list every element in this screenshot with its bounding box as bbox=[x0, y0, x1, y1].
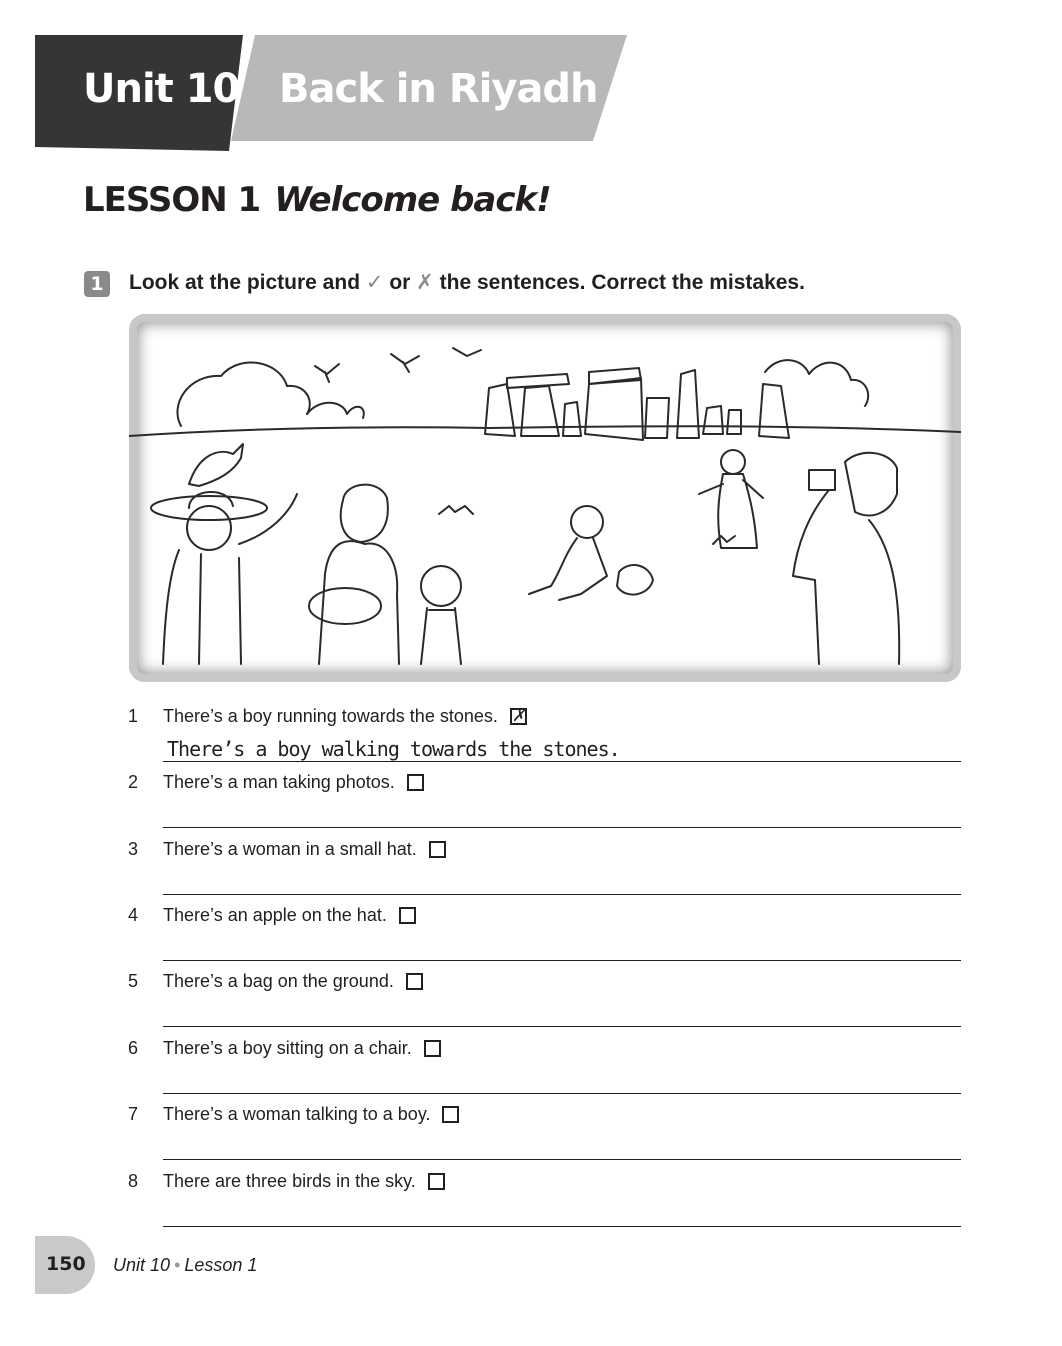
unit-title: Back in Riyadh bbox=[279, 66, 598, 112]
question-number: 6 bbox=[128, 1038, 139, 1058]
footer-caption bbox=[113, 1255, 257, 1276]
cross-icon: ✗ bbox=[416, 271, 434, 294]
question-sentence bbox=[163, 839, 446, 860]
tick-icon: ✓ bbox=[365, 271, 384, 294]
question-sentence bbox=[163, 971, 423, 992]
stonehenge-scene-illustration bbox=[129, 314, 961, 682]
exercise-picture bbox=[129, 314, 961, 682]
question-number: 7 bbox=[128, 1104, 139, 1124]
question-3 bbox=[0, 839, 1062, 905]
answer-line[interactable] bbox=[163, 1026, 961, 1027]
answer-line[interactable] bbox=[163, 1226, 961, 1227]
question-number: 8 bbox=[128, 1171, 139, 1191]
question-1 bbox=[0, 706, 1062, 772]
answer-checkbox[interactable] bbox=[429, 841, 446, 858]
answer-checkbox[interactable] bbox=[407, 774, 424, 791]
answer-line[interactable] bbox=[163, 761, 961, 762]
question-sentence bbox=[163, 905, 416, 926]
question-sentence bbox=[163, 772, 424, 793]
question-text: There’s a woman talking to a boy. bbox=[163, 1104, 431, 1124]
unit-label: Unit 10 bbox=[83, 66, 240, 112]
question-4 bbox=[0, 905, 1062, 971]
question-sentence bbox=[163, 1171, 445, 1192]
answer-line[interactable] bbox=[163, 1159, 961, 1160]
footer-lesson: Lesson 1 bbox=[184, 1255, 258, 1275]
question-text: There’s a boy sitting on a chair. bbox=[163, 1038, 412, 1058]
answer-line[interactable] bbox=[163, 960, 961, 961]
question-number: 3 bbox=[128, 839, 139, 859]
question-sentence bbox=[163, 706, 527, 727]
question-7 bbox=[0, 1104, 1062, 1170]
answer-checkbox[interactable]: ✗ bbox=[511, 708, 526, 725]
question-sentence bbox=[163, 1038, 441, 1059]
page-number: 150 bbox=[46, 1253, 86, 1275]
footer-unit: Unit 10 bbox=[113, 1255, 171, 1275]
instruction-or: or bbox=[389, 271, 411, 294]
instruction-end: the sentences. Correct the mistakes. bbox=[439, 271, 805, 294]
footer-separator: • bbox=[174, 1255, 181, 1275]
question-5 bbox=[0, 971, 1062, 1037]
question-sentence bbox=[163, 1104, 459, 1125]
lesson-label: LESSON 1 bbox=[83, 180, 261, 220]
lesson-heading bbox=[83, 180, 551, 220]
lesson-subtitle: Welcome back! bbox=[274, 180, 551, 220]
exercise-instruction bbox=[129, 270, 805, 295]
answer-line[interactable] bbox=[163, 827, 961, 828]
exercise-number: 1 bbox=[84, 271, 110, 297]
question-text: There’s a boy running towards the stones. bbox=[163, 706, 498, 726]
answer-line[interactable] bbox=[163, 1093, 961, 1094]
question-text: There’s a woman in a small hat. bbox=[163, 839, 417, 859]
question-number: 1 bbox=[128, 706, 139, 726]
question-text: There’s a bag on the ground. bbox=[163, 971, 394, 991]
question-2 bbox=[0, 772, 1062, 838]
question-text: There’s a man taking photos. bbox=[163, 772, 395, 792]
question-text: There’s an apple on the hat. bbox=[163, 905, 387, 925]
answer-checkbox[interactable] bbox=[399, 907, 416, 924]
answer-checkbox[interactable] bbox=[424, 1040, 441, 1057]
question-number: 4 bbox=[128, 905, 139, 925]
question-number: 5 bbox=[128, 971, 139, 991]
answer-checkbox[interactable] bbox=[428, 1173, 445, 1190]
instruction-start: Look at the picture and bbox=[129, 271, 361, 294]
answer-checkbox[interactable] bbox=[442, 1106, 459, 1123]
question-number: 2 bbox=[128, 772, 139, 792]
question-8 bbox=[0, 1171, 1062, 1237]
question-text: There are three birds in the sky. bbox=[163, 1171, 416, 1191]
handwritten-answer: There’s a boy walking towards the stones. bbox=[167, 737, 620, 761]
answer-checkbox[interactable] bbox=[406, 973, 423, 990]
question-6 bbox=[0, 1038, 1062, 1104]
answer-line[interactable] bbox=[163, 894, 961, 895]
